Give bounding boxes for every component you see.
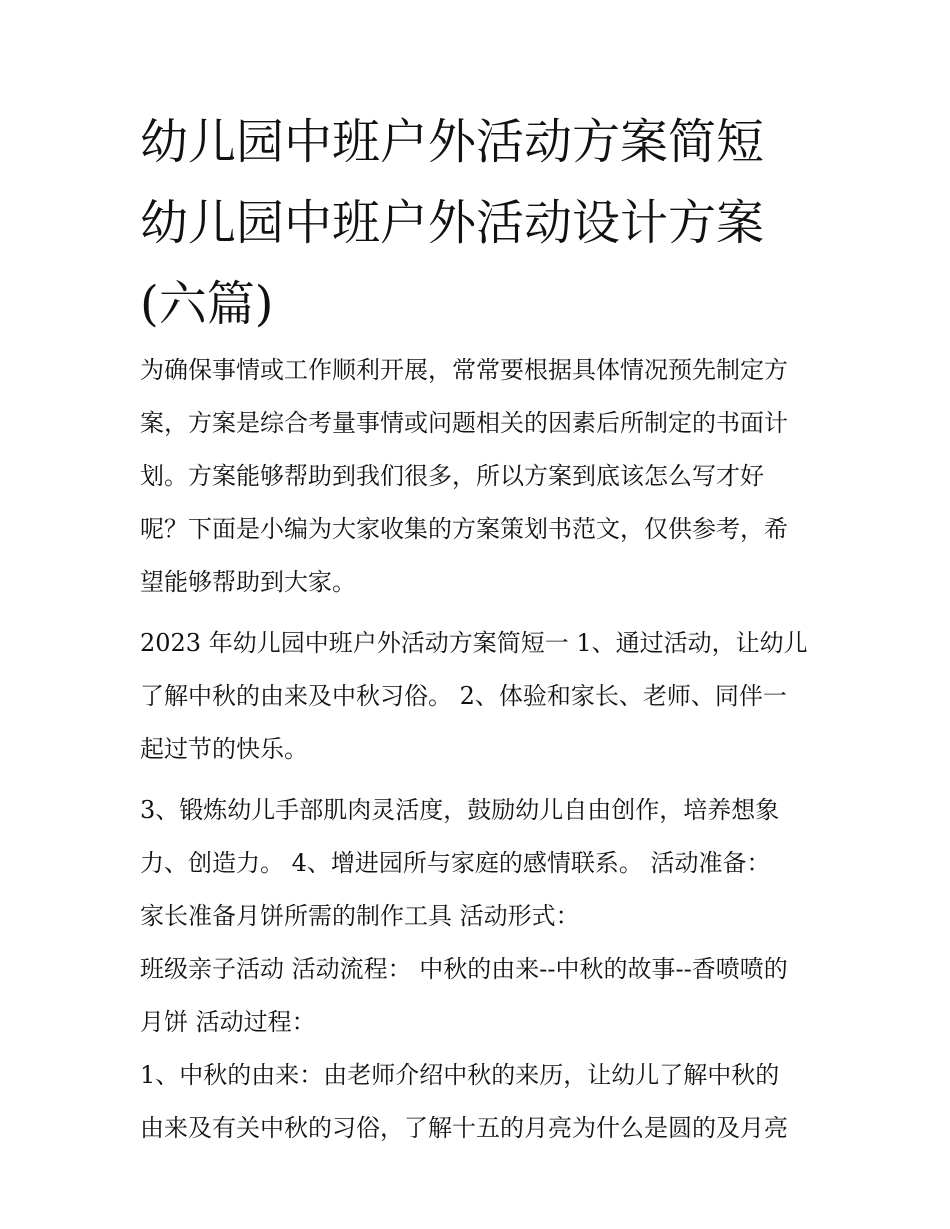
body-line: 2023 年幼儿园中班户外活动方案简短一 1、通过活动，让幼儿 [140,629,808,657]
body-line: 起过节的快乐。 [140,735,308,763]
title-line: 幼儿园中班户外活动设计方案 [140,195,765,251]
body-line: 班级亲子活动 活动流程： 中秋的由来--中秋的故事--香喷喷的 [140,955,788,983]
title-line: 幼儿园中班户外活动方案简短 [140,114,765,170]
body-line: 3、锻炼幼儿手部肌肉灵活度，鼓励幼儿自由创作，培养想象 [140,796,780,824]
body-line: 划。方案能够帮助到我们很多，所以方案到底该怎么写才好 [140,462,764,490]
body-line: 案，方案是综合考量事情或问题相关的因素后所制定的书面计 [140,409,788,437]
document-body [140,358,820,1169]
body-line: 为确保事情或工作顺利开展，常常要根据具体情况预先制定方 [140,356,788,384]
body-line: 家长准备月饼所需的制作工具 活动形式： [140,902,580,930]
title-line: (六篇) [140,276,274,332]
body-line: 由来及有关中秋的习俗，了解十五的月亮为什么是圆的及月亮 [140,1114,788,1142]
document-title [140,114,820,361]
body-line: 呢？下面是小编为大家收集的方案策划书范文，仅供参考，希 [140,515,788,543]
body-line: 1、中秋的由来：由老师介绍中秋的来历，让幼儿了解中秋的 [140,1061,780,1089]
body-line: 了解中秋的由来及中秋习俗。 2、体验和家长、老师、同伴一 [140,682,787,710]
body-line: 望能够帮助到大家。 [140,568,356,596]
body-line: 月饼 活动过程： [140,1008,316,1036]
body-line: 力、创造力。 4、增进园所与家庭的感情联系。 活动准备： [140,849,771,877]
